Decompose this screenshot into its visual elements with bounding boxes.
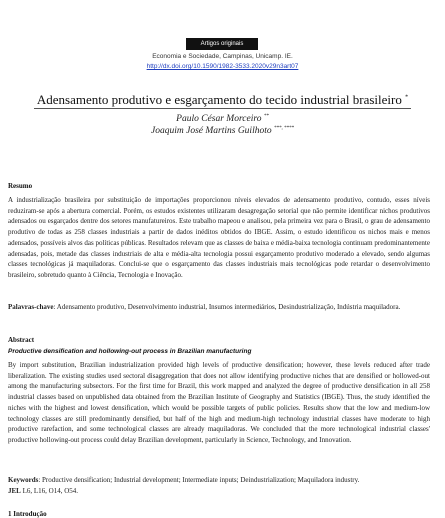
introduction-heading: 1 Introdução (8, 510, 47, 518)
author-mark: ** (263, 114, 269, 119)
author-name: Joaquim José Martins Guilhoto (151, 126, 272, 137)
article-title (0, 92, 445, 108)
abstract-keywords (8, 475, 430, 496)
article-type-badge: Artigos originais (186, 38, 258, 50)
resumo-text: A industrialização brasileira por substituição de importações proporcionou níveis elevados de adensamento produtivo, contudo, esses níveis reduziram-se após a abertura comercial. Porém, os estudos existentes utilizaram desagregação setorial que não permite identificar nichos produtivos adensados ou esgarçados dentre dos setores manufatureiros. Este trabalho mapeou e analisou, pela primeira vez para o Brasil, o grau de adensamento produtivo de todas as 258 classes industriais a partir de dados inéditos obtidos do IBGE. Assim, o estudo identificou os nichos mais e menos adensados, possíveis alvos das políticas públicas. Resultados relevam que as classes de baixa e média-baixa tecnologia continuam predominantemente adensadas, pois, metade das classes industriais de alta e média-alta tecnologia possui esgarçamento produtivo moderado a elevado, sendo algumas classes tecnológicas já maquiladoras. Conclui-se que o esgarçamento das classes industriais mais tecnológicas pode retardar o desenvolvimento brasileiro, sobretudo quanto à Ciência, Tecnologia e Inovação. (8, 196, 430, 279)
abstract-text: By import substitution, Brazilian industrialization provided high levels of productive densification; however, these levels reduced after trade liberalization. The existing studies used sectoral disaggregation that does not allow identifying productive niches that are densified or hollowed-out among the manufacturing subsectors. For the first time for Brazil, this work mapped and analyzed the degree of productive densification in all 258 industrial classes based on unpublished data obtained from the Brazilian Institute of Geography and Statistics (IBGE). Thus, the study identified the niches with the highest and lowest densification, which would be possible targets of public policies. Results show that the low and medium-low technology classes are still predominantly densified, but half of the high and medium-high technology industrial classes have moderate to high productive rarefaction, and some technological classes are already maquiladoras. We concluded that the more technological industrial classes' productive hollowing-out process could delay Brazilian development, particularly in Science, Technology, and Innovation. (8, 361, 430, 444)
author-name: Paulo César Morceiro (176, 114, 262, 125)
keywords-label: Palavras-chave (8, 303, 54, 311)
author-1 (0, 114, 445, 124)
author-2 (0, 126, 445, 136)
journal-line: Economia e Sociedade, Campinas, Unicamp. IE. (152, 53, 293, 60)
jel-label: JEL (8, 486, 21, 495)
resumo-keywords (8, 302, 430, 313)
title-footnote-mark: * (405, 94, 409, 101)
keywords-label: Keywords (8, 476, 39, 484)
article-title-text: Adensamento produtivo e esgarçamento do tecido industrial brasileiro (36, 92, 402, 107)
doi-link[interactable]: http://dx.doi.org/10.1590/1982-3533.2020v29n3art07 (146, 63, 299, 70)
author-mark: ***, **** (273, 126, 294, 131)
abstract-heading: Abstract (8, 336, 35, 344)
abstract-subtitle: Productive densification and hollowing-out process in Brazilian manufacturing (8, 348, 252, 355)
resumo-heading: Resumo (8, 182, 33, 190)
jel-codes: L6, L16, O14, O54. (20, 486, 79, 495)
keywords-list: : Adensamento produtivo, Desenvolvimento industrial, Insumos intermediários, Desindustrialização, Indústria maquiladora. (53, 303, 401, 311)
title-divider (34, 108, 411, 109)
keywords-list: : Productive densification; Industrial development; Intermediate inputs; Deindustrialization; Maquiladora industry. (38, 476, 360, 484)
